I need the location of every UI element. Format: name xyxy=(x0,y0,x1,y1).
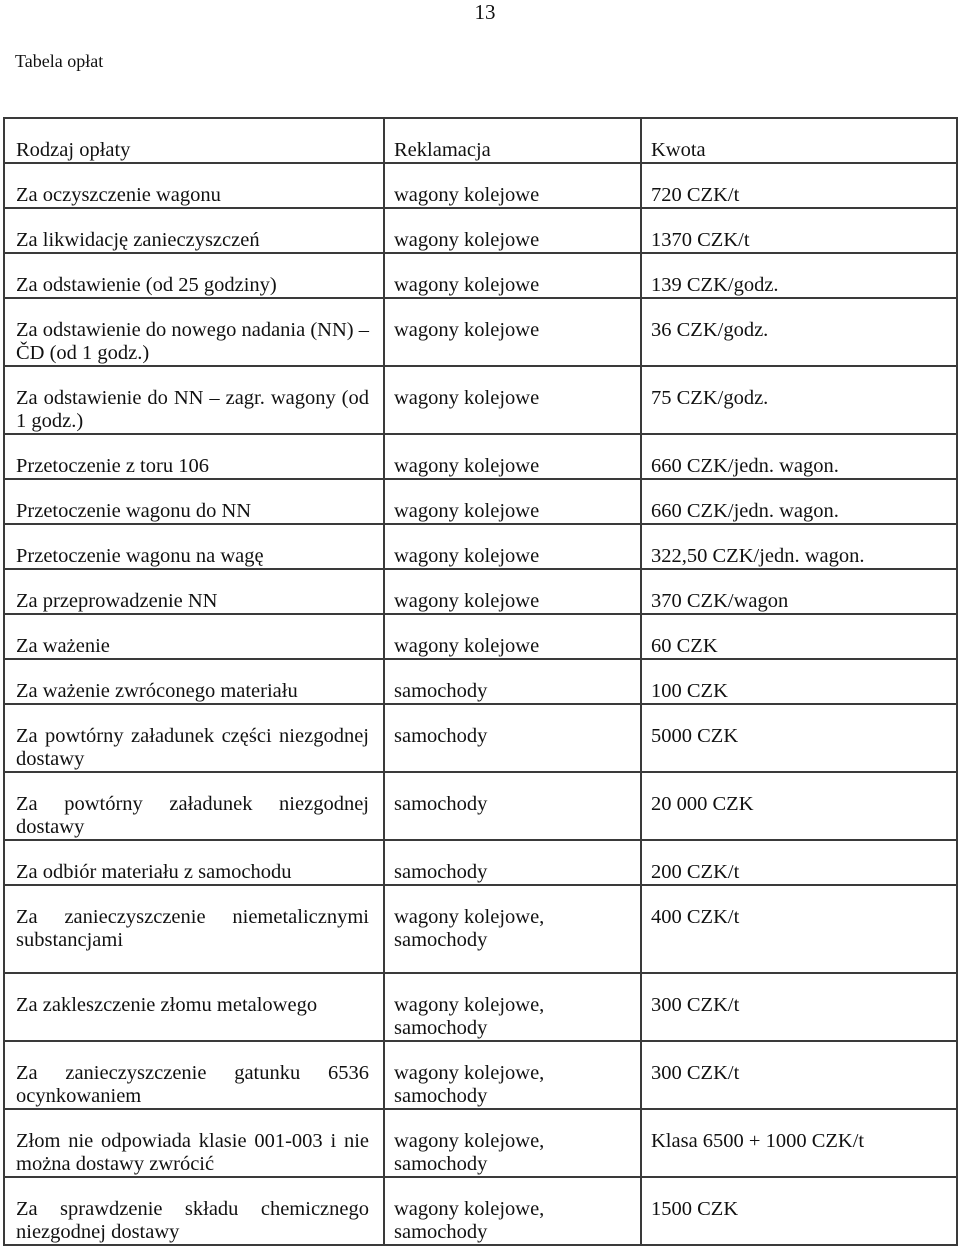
amount-cell: 1500 CZK xyxy=(641,1177,957,1245)
table-row xyxy=(4,569,957,614)
amount-cell: 60 CZK xyxy=(641,614,957,659)
fee-type-cell: Za ważenie zwróconego materiału xyxy=(4,659,384,704)
fee-type-cell: Za powtórny załadunek części niezgodnej dostawy xyxy=(4,704,384,772)
table-row xyxy=(4,1109,957,1177)
header-amount: Kwota xyxy=(641,118,957,163)
amount-cell: Klasa 6500 + 1000 CZK/t xyxy=(641,1109,957,1177)
fee-type-cell: Złom nie odpowiada klasie 001-003 i nie można dostawy zwrócić xyxy=(4,1109,384,1177)
table-header-row xyxy=(4,118,957,163)
table-row xyxy=(4,885,957,973)
header-fee-type: Rodzaj opłaty xyxy=(4,118,384,163)
fee-type-cell: Za zanieczyszczenie niemetalicznymi substancjami xyxy=(4,885,384,973)
table-row xyxy=(4,840,957,885)
fee-type-cell: Za odstawienie do NN – zagr. wagony (od 1 godz.) xyxy=(4,366,384,434)
complaint-cell: wagony kolejowe xyxy=(384,434,641,479)
amount-cell: 36 CZK/godz. xyxy=(641,298,957,366)
table-row xyxy=(4,704,957,772)
amount-cell: 1370 CZK/t xyxy=(641,208,957,253)
complaint-cell: wagony kolejowe, samochody xyxy=(384,885,641,973)
complaint-cell: samochody xyxy=(384,704,641,772)
fee-table xyxy=(3,117,958,1246)
table-row xyxy=(4,772,957,840)
page-number: 13 xyxy=(474,0,496,24)
fee-type-cell: Przetoczenie wagonu na wagę xyxy=(4,524,384,569)
amount-cell: 660 CZK/jedn. wagon. xyxy=(641,479,957,524)
fee-type-cell: Za zanieczyszczenie gatunku 6536 ocynkowaniem xyxy=(4,1041,384,1109)
table-row xyxy=(4,1041,957,1109)
complaint-cell: wagony kolejowe xyxy=(384,366,641,434)
complaint-cell: samochody xyxy=(384,840,641,885)
amount-cell: 400 CZK/t xyxy=(641,885,957,973)
fee-type-cell: Przetoczenie z toru 106 xyxy=(4,434,384,479)
complaint-cell: wagony kolejowe, samochody xyxy=(384,1177,641,1245)
fee-type-cell: Za ważenie xyxy=(4,614,384,659)
header-complaint: Reklamacja xyxy=(384,118,641,163)
fee-type-cell: Za odstawienie do nowego nadania (NN) – ČD (od 1 godz.) xyxy=(4,298,384,366)
table-row xyxy=(4,524,957,569)
complaint-cell: wagony kolejowe xyxy=(384,253,641,298)
amount-cell: 660 CZK/jedn. wagon. xyxy=(641,434,957,479)
table-row xyxy=(4,479,957,524)
amount-cell: 300 CZK/t xyxy=(641,973,957,1041)
complaint-cell: wagony kolejowe, samochody xyxy=(384,973,641,1041)
complaint-cell: samochody xyxy=(384,772,641,840)
fee-type-cell: Za przeprowadzenie NN xyxy=(4,569,384,614)
amount-cell: 370 CZK/wagon xyxy=(641,569,957,614)
amount-cell: 200 CZK/t xyxy=(641,840,957,885)
table-row xyxy=(4,253,957,298)
amount-cell: 20 000 CZK xyxy=(641,772,957,840)
fee-type-cell: Za sprawdzenie składu chemicznego niezgodnej dostawy xyxy=(4,1177,384,1245)
complaint-cell: wagony kolejowe xyxy=(384,569,641,614)
complaint-cell: wagony kolejowe xyxy=(384,163,641,208)
table-row xyxy=(4,973,957,1041)
fee-type-cell: Za odbiór materiału z samochodu xyxy=(4,840,384,885)
table-row xyxy=(4,1177,957,1245)
complaint-cell: wagony kolejowe, samochody xyxy=(384,1109,641,1177)
fee-type-cell: Za odstawienie (od 25 godziny) xyxy=(4,253,384,298)
table-row xyxy=(4,434,957,479)
fee-type-cell: Za powtórny załadunek niezgodnej dostawy xyxy=(4,772,384,840)
table-row xyxy=(4,614,957,659)
table-row xyxy=(4,208,957,253)
amount-cell: 139 CZK/godz. xyxy=(641,253,957,298)
amount-cell: 322,50 CZK/jedn. wagon. xyxy=(641,524,957,569)
complaint-cell: wagony kolejowe xyxy=(384,208,641,253)
complaint-cell: wagony kolejowe xyxy=(384,614,641,659)
amount-cell: 5000 CZK xyxy=(641,704,957,772)
fee-type-cell: Za oczyszczenie wagonu xyxy=(4,163,384,208)
complaint-cell: wagony kolejowe xyxy=(384,298,641,366)
amount-cell: 100 CZK xyxy=(641,659,957,704)
complaint-cell: wagony kolejowe xyxy=(384,479,641,524)
table-row xyxy=(4,298,957,366)
amount-cell: 300 CZK/t xyxy=(641,1041,957,1109)
amount-cell: 720 CZK/t xyxy=(641,163,957,208)
amount-cell: 75 CZK/godz. xyxy=(641,366,957,434)
complaint-cell: wagony kolejowe, samochody xyxy=(384,1041,641,1109)
table-caption: Tabela opłat xyxy=(15,51,104,71)
table-row xyxy=(4,163,957,208)
fee-type-cell: Za likwidację zanieczyszczeń xyxy=(4,208,384,253)
complaint-cell: samochody xyxy=(384,659,641,704)
table-row xyxy=(4,366,957,434)
table-row xyxy=(4,659,957,704)
complaint-cell: wagony kolejowe xyxy=(384,524,641,569)
fee-type-cell: Za zakleszczenie złomu metalowego xyxy=(4,973,384,1041)
fee-type-cell: Przetoczenie wagonu do NN xyxy=(4,479,384,524)
